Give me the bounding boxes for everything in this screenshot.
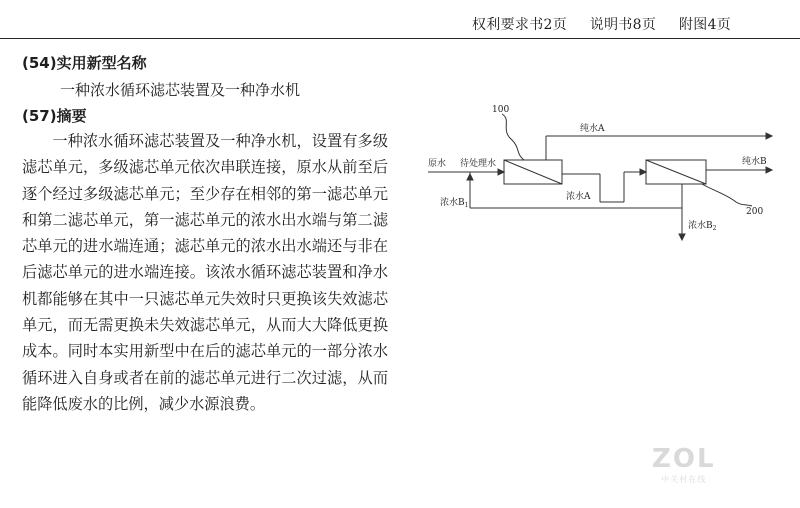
raw-water-label: 原水 (428, 159, 447, 169)
zol-watermark (652, 446, 716, 485)
header-divider (0, 38, 800, 39)
claims-pages: 权利要求书2页 (472, 17, 568, 33)
to-treat-water-label: 待处理水 (460, 159, 497, 169)
title-heading (22, 52, 147, 73)
pure-water-a-label: 纯水A (580, 124, 605, 134)
title-number: (54) (22, 54, 57, 72)
page-count-header (472, 14, 749, 34)
pure-water-b-label: 纯水B (742, 157, 767, 167)
conc-water-b1-label: 浓水$B_1$ (440, 198, 469, 209)
abstract-figure-diagram (420, 100, 790, 250)
description-pages: 说明书8页 (589, 17, 657, 33)
abstract-heading (22, 105, 87, 126)
abstract-text: 一种浓水循环滤芯装置及一种净水机，设置有多级滤芯单元，多级滤芯单元依次串联连接，原水从前至后逐个经过多级滤芯单元；至少存在相邻的第一滤芯单元和第二滤芯单元，第一滤芯单元的浓水出水端与第二滤芯单元的进水端连通；滤芯单元的浓水出水端还与非在后滤芯单元的进水端连接。该浓水循环滤芯装置和净水机都能够在其中一只滤芯单元失效时只更换该失效滤芯单元，而无需更换未失效滤芯单元，从而大大降低更换成本。同时本实用新型中在后的滤芯单元的一部分浓水循环进入自身或者在前的滤芯单元进行二次过滤，从而能降低废水的比例，减少水源浪费。 (22, 132, 388, 413)
ref-200-label: 200 (746, 207, 764, 217)
watermark-logo: ZOL (652, 444, 716, 474)
drawings-pages: 附图4页 (678, 17, 732, 33)
title-heading-label: 实用新型名称 (56, 54, 147, 72)
abstract-number: (57) (22, 107, 57, 125)
utility-model-title: 一种浓水循环滤芯装置及一种净水机 (60, 81, 301, 99)
abstract-heading-label: 摘要 (56, 107, 87, 125)
conc-water-a-label: 浓水A (566, 192, 591, 202)
ref-100-label: 100 (492, 105, 510, 115)
conc-water-b2-label: 浓水$B_2$ (688, 221, 717, 232)
watermark-subtitle: 中关村在线 (661, 475, 707, 484)
